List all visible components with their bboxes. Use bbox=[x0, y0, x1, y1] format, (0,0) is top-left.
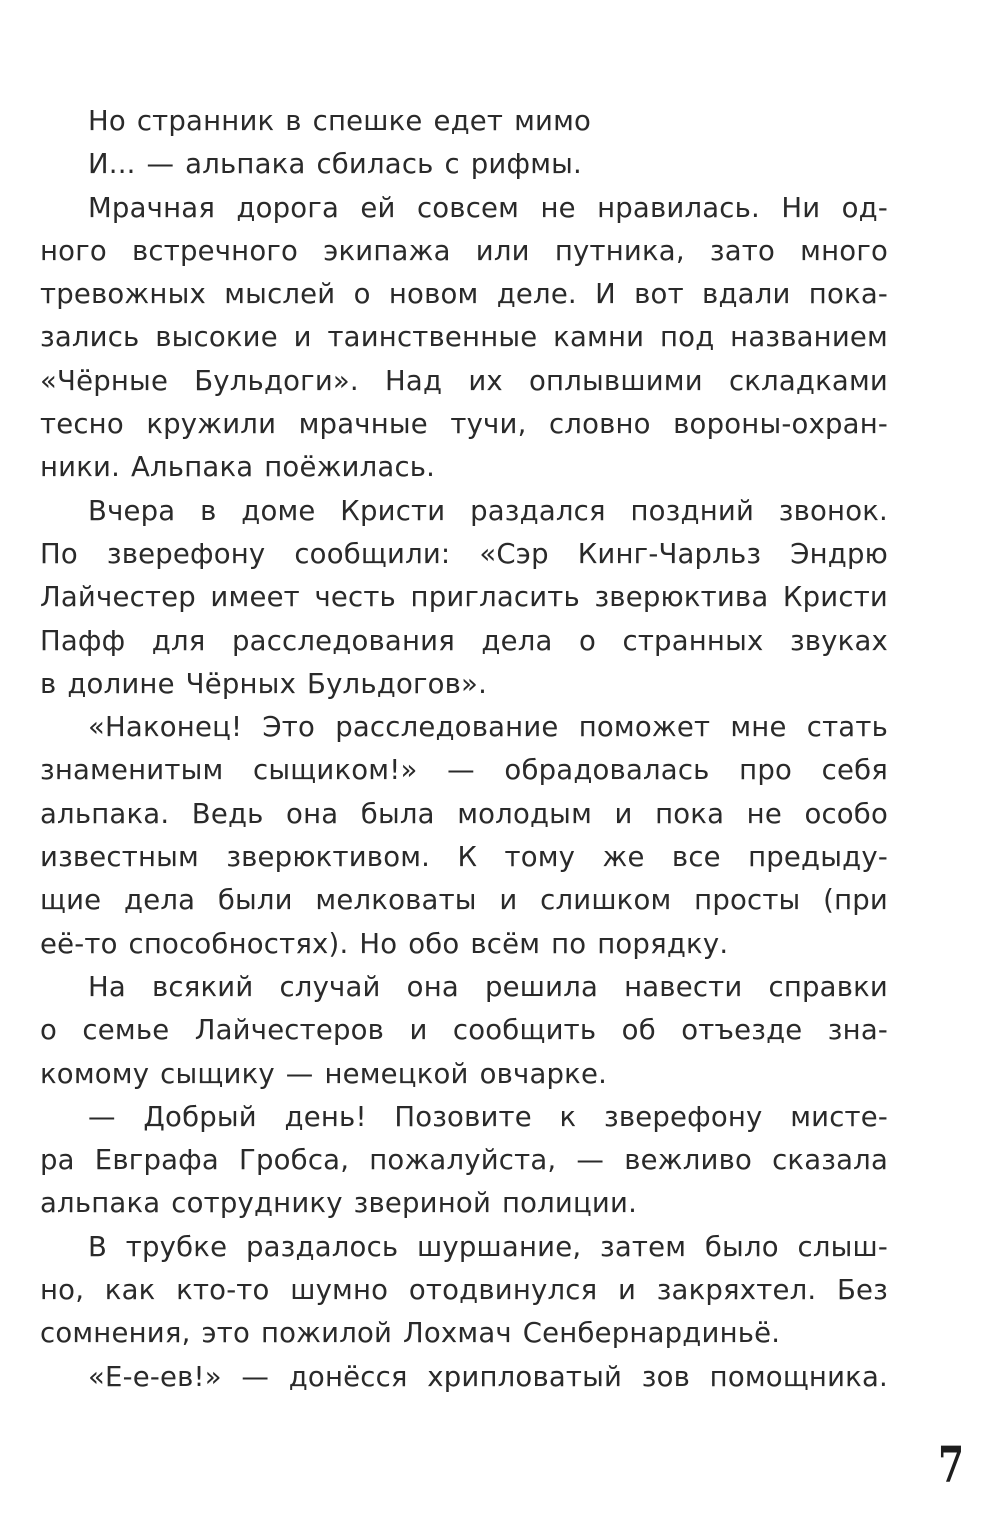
page-number: 7 bbox=[937, 1435, 965, 1494]
body-text bbox=[40, 100, 888, 1399]
text-line: — Добрый день! Позовите к зверефону мисте- bbox=[88, 1100, 888, 1133]
text-line: На всякий случай она решила навести справки bbox=[88, 970, 888, 1003]
text-line: По зверефону сообщили: «Сэр Кинг-Чарльз Эндрю bbox=[40, 537, 888, 570]
text-line: альпака сотруднику звериной полиции. bbox=[40, 1187, 638, 1220]
text-line: Пафф для расследования дела о странных звуках bbox=[40, 624, 888, 657]
text-line: её-то способностях). Но обо всём по порядку. bbox=[40, 927, 729, 960]
text-line: тревожных мыслей о новом деле. И вот вдали пока- bbox=[40, 278, 888, 311]
text-line: комому сыщику — немецкой овчарке. bbox=[40, 1057, 608, 1090]
text-line: о семье Лайчестеров и сообщить об отъезде зна- bbox=[40, 1014, 888, 1047]
text-line: но, как кто-то шумно отодвинулся и закряхтел. Без bbox=[40, 1274, 888, 1307]
text-line: ного встречного экипажа или путника, зато много bbox=[40, 234, 888, 267]
text-line: В трубке раздалось шуршание, затем было слыш- bbox=[88, 1230, 888, 1263]
text-line: альпака. Ведь она была молодым и пока не особо bbox=[40, 797, 888, 830]
text-line: зались высокие и таинственные камни под названием bbox=[40, 321, 888, 354]
text-line: Вчера в доме Кристи раздался поздний звонок. bbox=[88, 494, 888, 527]
text-line: известным зверюктивом. К тому же все предыду- bbox=[40, 841, 888, 874]
text-line: «Чёрные Бульдоги». Над их оплывшими складками bbox=[40, 364, 888, 397]
text-line: Лайчестер имеет честь пригласить зверюктива Кристи bbox=[40, 581, 888, 614]
text-line: Но странник в спешке едет мимо bbox=[88, 105, 592, 137]
text-line: знаменитым сыщиком!» — обрадовалась про себя bbox=[40, 754, 888, 787]
text-line: сомнения, это пожилой Лохмач Сенбернардиньё. bbox=[40, 1317, 781, 1350]
text-line: «Наконец! Это расследование поможет мне стать bbox=[88, 711, 888, 744]
text-line: ра Евграфа Гробса, пожалуйста, — вежливо сказала bbox=[40, 1144, 888, 1177]
text-line: щие дела были мелковаты и слишком просты (при bbox=[40, 884, 888, 917]
text-line: «Е-е-ев!» — донёсся хрипловатый зов помощника. bbox=[88, 1360, 888, 1393]
text-line: в долине Чёрных Бульдогов». bbox=[40, 667, 488, 700]
text-line: Мрачная дорога ей совсем не нравилась. Ни од- bbox=[88, 191, 888, 224]
text-line: ники. Альпака поёжилась. bbox=[40, 451, 436, 484]
text-line: И... — альпака сбилась с рифмы. bbox=[88, 148, 582, 181]
text-line: тесно кружили мрачные тучи, словно вороны-охран- bbox=[40, 408, 888, 441]
